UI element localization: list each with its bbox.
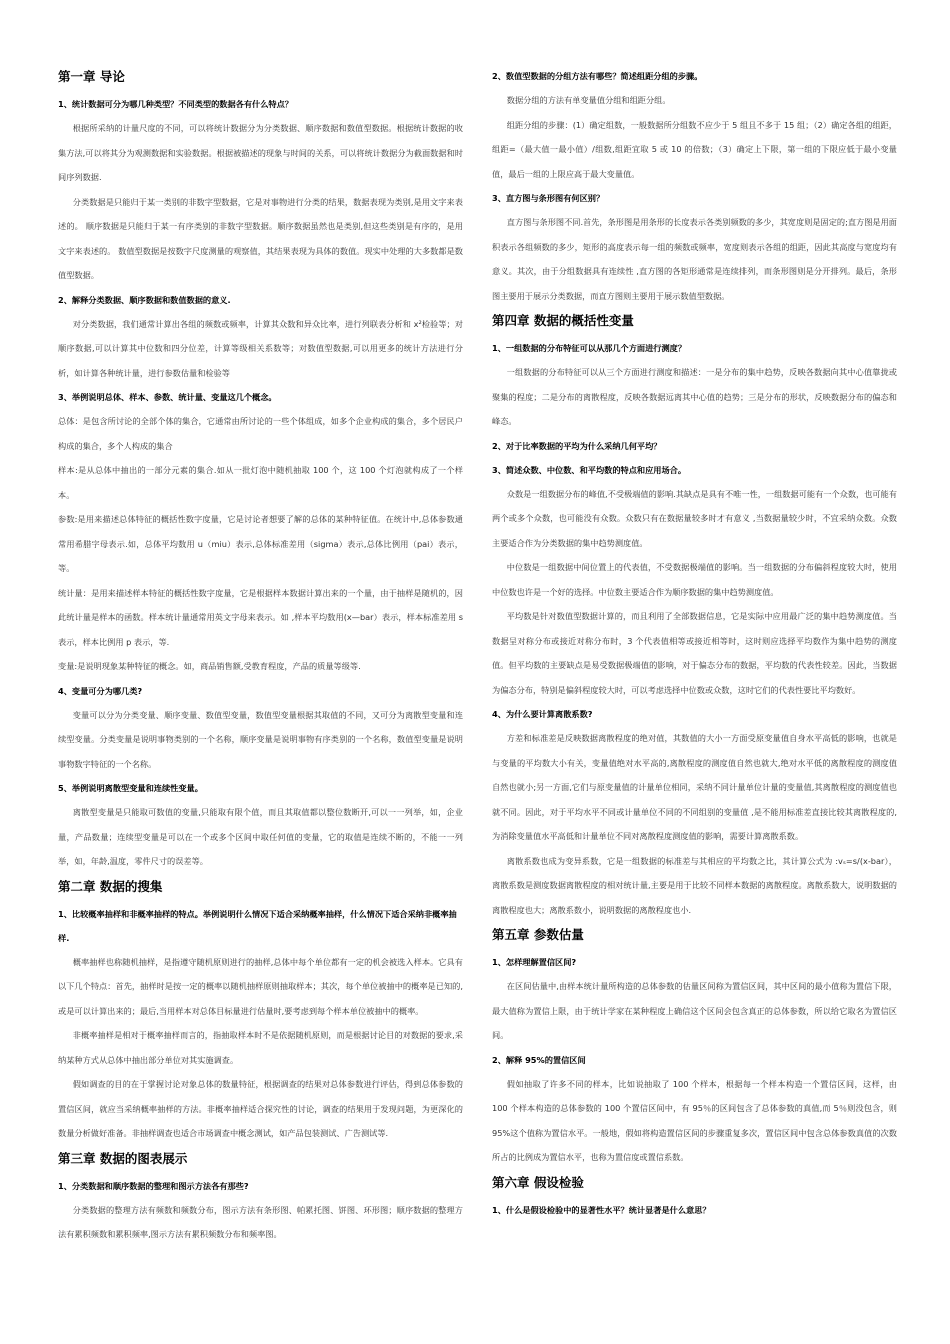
question-heading: 1、统计数据可分为哪几种类型？不同类型的数据各有什么特点？ — [58, 99, 293, 109]
paragraph: 离散型变量是只能取可数值的变量,只能取有限个值，而且其取值都以整位数断开,可以一一列举，如，企业量，产品数量；连续型变量是可以在一个或多个区间中取任何值的变量，它的取值是连续不断的，不能一一列举，如，年龄,温度，零件尺寸的误差等。 — [58, 807, 463, 866]
paragraph: 直方图与条形图不同.首先，条形图是用条形的长度表示各类别频数的多少，其宽度则是固定的;直方图是用面积表示各组频数的多少，矩形的高度表示每一组的频数或频率，宽度则表示各组的组距，因此其高度与宽度均有意义。其次，由于分组数据具有连续性 ,直方图的各矩形通常是连续排列，而条形图则是分开排列。最后，条形图主要用于展示分类数据，而直方图则主要用于展示数值型数据。 — [492, 217, 897, 301]
question-heading: 3、直方图与条形图有何区别？ — [492, 193, 605, 203]
question-heading: 1、比较概率抽样和非概率抽样的特点。举例说明什么情况下适合采纳概率抽样，什么情况下适合采纳非概率抽样. — [58, 908, 457, 943]
paragraph: 变量可以分为分类变量、顺序变量、数值型变量，数值型变量根据其取值的不同，又可分为离散型变量和连续型变量。分类变量是说明事物类别的一个名称，顺序变量是说明事物有序类别的一个名称，数值型变量是说明事物数字特征的一个名称。 — [58, 709, 463, 769]
paragraph: 对分类数据，我们通常计算出各组的频数或频率，计算其众数和异众比率，进行列联表分析和 x²检验等；对顺序数据,可以计算其中位数和四分位差，计算等级相关系数等；对数值型数据,可以用更多的统计方法进行分析，如计算各种统计量，进行参数估量和检验等 — [58, 318, 463, 378]
question-heading: 3、举例说明总体、样本、参数、统计量、变量这几个概念。 — [58, 392, 277, 402]
question-heading: 4、变量可分为哪几类? — [58, 685, 143, 696]
question-heading: 4、为什么要计算离散系数? — [492, 709, 593, 719]
paragraph: 根据所采纳的计量尺度的不同，可以将统计数据分为分类数据、顺序数据和数值型数据。根据统计数据的收集方法,可以将其分为观测数据和实验数据。根据被描述的现象与时间的关系，可以将统计数据分为截面数据和时间序列数据. — [58, 123, 463, 182]
paragraph: 统计量：是用来描述样本特征的概括性数字度量，它是根据样本数据计算出来的一个量，由于抽样是随机的，因此统计量是样本的函数。样本统计量通常用英文字母来表示。如 ,样本平均数用(x—bar）表示，样本标准差用 s 表示，样本比例用 p 表示，等. — [58, 587, 463, 647]
paragraph: 假如抽取了许多不同的样本，比如说抽取了 100 个样本，根据每一个样本构造一个置信区间，这样，由 100 个样本构造的总体参数的 100 个置信区间中，有 95％的区间包含了总体参数的真值,而 5％则没包含，则 95%这个值称为置信水平。一般地，假如将构造置信区间的步骤重复多次，置信区间中包含总体参数真值的次数所占的比例成为置信水平，也称为置信度或置信系数。 — [492, 1078, 897, 1162]
chapter-heading: 第二章 数据的搜集 — [58, 878, 163, 894]
paragraph: 方差和标准差是反映数据离散程度的绝对值，其数值的大小一方面受原变量值自身水平高低的影响，也就是与变量的平均数大小有关，变量值绝对水平高的,离散程度的测度值自然也就大,绝对水平低的离散程度的测度值自然也就小;另一方面,它们与原变量值的计量单位相同，采纳不同计量单位计量的变量值,其离散程度的测度值也就不同。因此，对于平均水平不同或计量单位不同的不同组别的变量值 ,是不能用标准差直接比较其离散程度的,为消除变量值水平高低和计量单位不同对离散程度测度值的影响，需要计算离散系数。 — [492, 733, 897, 841]
paragraph: 分类数据的整理方法有频数和频数分布，图示方法有条形图、帕累托图、饼图、环形图；顺序数据的整理方法有累积频数和累积频率,图示方法有累积频数分布和频率图。 — [58, 1204, 463, 1239]
paragraph: 平均数是针对数值型数据计算的，而且利用了全部数据信息，它是实际中应用最广泛的集中趋势测度值。当数据呈对称分布或接近对称分布时，3 个代表值相等或接近相等时，这时则应选择平均数作为集中趋势的测度值。但平均数的主要缺点是易受数据极端值的影响，对于偏态分布的数据，平均数的代表性较差。因此，当数据为偏态分布，特别是偏斜程度较大时，可以考虑选择中位数或众数，这时它们的代表性要比平均数好。 — [492, 611, 897, 695]
paragraph: 众数是一组数据分布的峰值,不受极端值的影响.其缺点是具有不唯一性，一组数据可能有一个众数，也可能有两个或多个众数，也可能没有众数。众数只有在数据量较多时才有意义 ,当数据量较少时，不宜采纳众数。众数主要适合作为分类数据的集中趋势测度值。 — [492, 488, 897, 548]
question-heading: 3、简述众数、中位数、和平均数的特点和应用场合。 — [492, 464, 687, 475]
paragraph: 在区间估量中,由样本统计量所构造的总体参数的估量区间称为置信区间，其中区间的最小值称为置信下限，最大值称为置信上限，由于统计学家在某种程度上确信这个区间会包含真正的总体参数，所以给它取名为置信区间。 — [492, 981, 897, 1040]
paragraph: 参数:是用来描述总体特征的概括性数字度量，它是讨论者想要了解的总体的某种特征值。在统计中,总体参数通常用希腊字母表示.如，总体平均数用 u（miu）表示,总体标准差用（sigma）表示,总体比例用（pai）表示，等。 — [58, 514, 463, 573]
paragraph: 非概率抽样是相对于概率抽样而言的，指抽取样本时不是依据随机原则，而是根据讨论目的对数据的要求,采纳某种方式从总体中抽出部分单位对其实施调查。 — [58, 1030, 463, 1065]
question-heading: 2、数值型数据的分组方法有哪些？简述组距分组的步骤。 — [492, 71, 703, 81]
question-heading: 1、怎样理解置信区间? — [492, 957, 577, 967]
question-heading: 1、一组数据的分布特征可以从那几个方面进行测度？ — [492, 343, 687, 353]
paragraph: 分类数据是只能归于某一类别的非数字型数据，它是对事物进行分类的结果，数据表现为类别,是用文字来表述的。 顺序数据是只能归于某一有序类别的非数字型数据。顺序数据虽然也是类别,但这些类别是有序的，是用文字来表述的。 数值型数据是按数字尺度测量的观察值，其结果表现为具体的数值。现实中处理的大多数都是数值型数据。 — [58, 196, 463, 280]
paragraph: 一组数据的分布特征可以从三个方面进行测度和描述：一是分布的集中趋势，反映各数据向其中心值靠拢或聚集的程度；二是分布的离散程度，反映各数据远离其中心值的趋势；三是分布的形状，反映数据分布的偏态和峰态。 — [492, 367, 897, 426]
chapter-heading: 第五章 参数估量 — [492, 927, 584, 942]
right-column — [492, 64, 897, 1222]
question-heading: 2、对于比率数据的平均为什么采纳几何平均？ — [492, 440, 662, 451]
question-heading: 1、什么是假设检验中的显著性水平？统计显著是什么意思？ — [492, 1204, 711, 1215]
question-heading: 2、解释 95%的置信区间 — [492, 1054, 586, 1065]
question-heading: 5、举例说明离散型变量和连续性变量。 — [58, 783, 203, 793]
chapter-heading: 第三章 数据的图表展示 — [58, 1150, 188, 1166]
paragraph: 概率抽样也称随机抽样，是指遵守随机原则进行的抽样,总体中每个单位都有一定的机会被选入样本。它具有以下几个特点：首先，抽样时是按一定的概率以随机抽样原则抽取样本；其次，每个单位被抽中的概率是已知的,或是可以计算出来的；最后,当用样本对总体目标量进行估量时,要考虑到每个样本单位被抽中的概率。 — [58, 956, 463, 1016]
paragraph: 样本:是从总体中抽出的一部分元素的集合.如从一批灯泡中随机抽取 100 个，这 100 个灯泡就构成了一个样本。 — [58, 465, 463, 500]
question-heading: 1、分类数据和顺序数据的整理和图示方法各有那些? — [58, 1180, 249, 1191]
paragraph: 假如调查的目的在于掌握讨论对象总体的数量特征，根据调查的结果对总体参数进行评估，得到总体参数的置信区间，就应当采纳概率抽样的方法。非概率抽样适合探究性的讨论，调查的结果用于发现问题，为更深化的数量分析做好准备。非抽样调查也适合市场调查中概念测试，如产品包装测试、广告测试等. — [58, 1079, 463, 1138]
question-heading: 2、解释分类数据、顺序数据和数值数据的意义. — [58, 294, 231, 305]
paragraph: 中位数是一组数据中间位置上的代表值，不受数据极端值的影响。当一组数据的分布偏斜程度较大时，使用中位数也许是一个好的选择。中位数主要适合作为顺序数据的集中趋势测度值。 — [492, 562, 897, 597]
chapter-heading: 第六章 假设检验 — [492, 1174, 584, 1190]
paragraph: 组距分组的步骤：(1）确定组数，一般数据所分组数不应少于 5 组且不多于 15 组；（2）确定各组的组距，组距=（最大值一最小值）/组数,组距宜取 5 或 10 的倍数；（3）确定上下限，第一组的下限应低于最小变量值，最后一组的上限应高于最大变量值。 — [492, 119, 897, 179]
paragraph: 变量:是说明现象某种特征的概念。如，商品销售额,受教育程度，产品的质量等级等. — [58, 661, 361, 671]
paragraph: 数据分组的方法有单变量值分组和组距分组。 — [506, 95, 671, 105]
left-column — [58, 64, 463, 1247]
paragraph: 总体：是包含所讨论的全部个体的集合，它通常由所讨论的一些个体组成，如多个企业构成的集合，多个居民户构成的集合，多个人构成的集合 — [58, 416, 463, 451]
paragraph: 离散系数也成为变异系数，它是一组数据的标准差与其相应的平均数之比，其计算公式为 :vₛ=s/(x-bar），离散系数是测度数据离散程度的相对统计量,主要是用于比较不同样本数据的离散程度。离散系数大，说明数据的离散程度也大；离散系数小，说明数据的离散程度也小. — [492, 855, 897, 915]
chapter-heading: 第一章 导论 — [58, 69, 125, 84]
chapter-heading: 第四章 数据的概括性变量 — [492, 313, 634, 328]
